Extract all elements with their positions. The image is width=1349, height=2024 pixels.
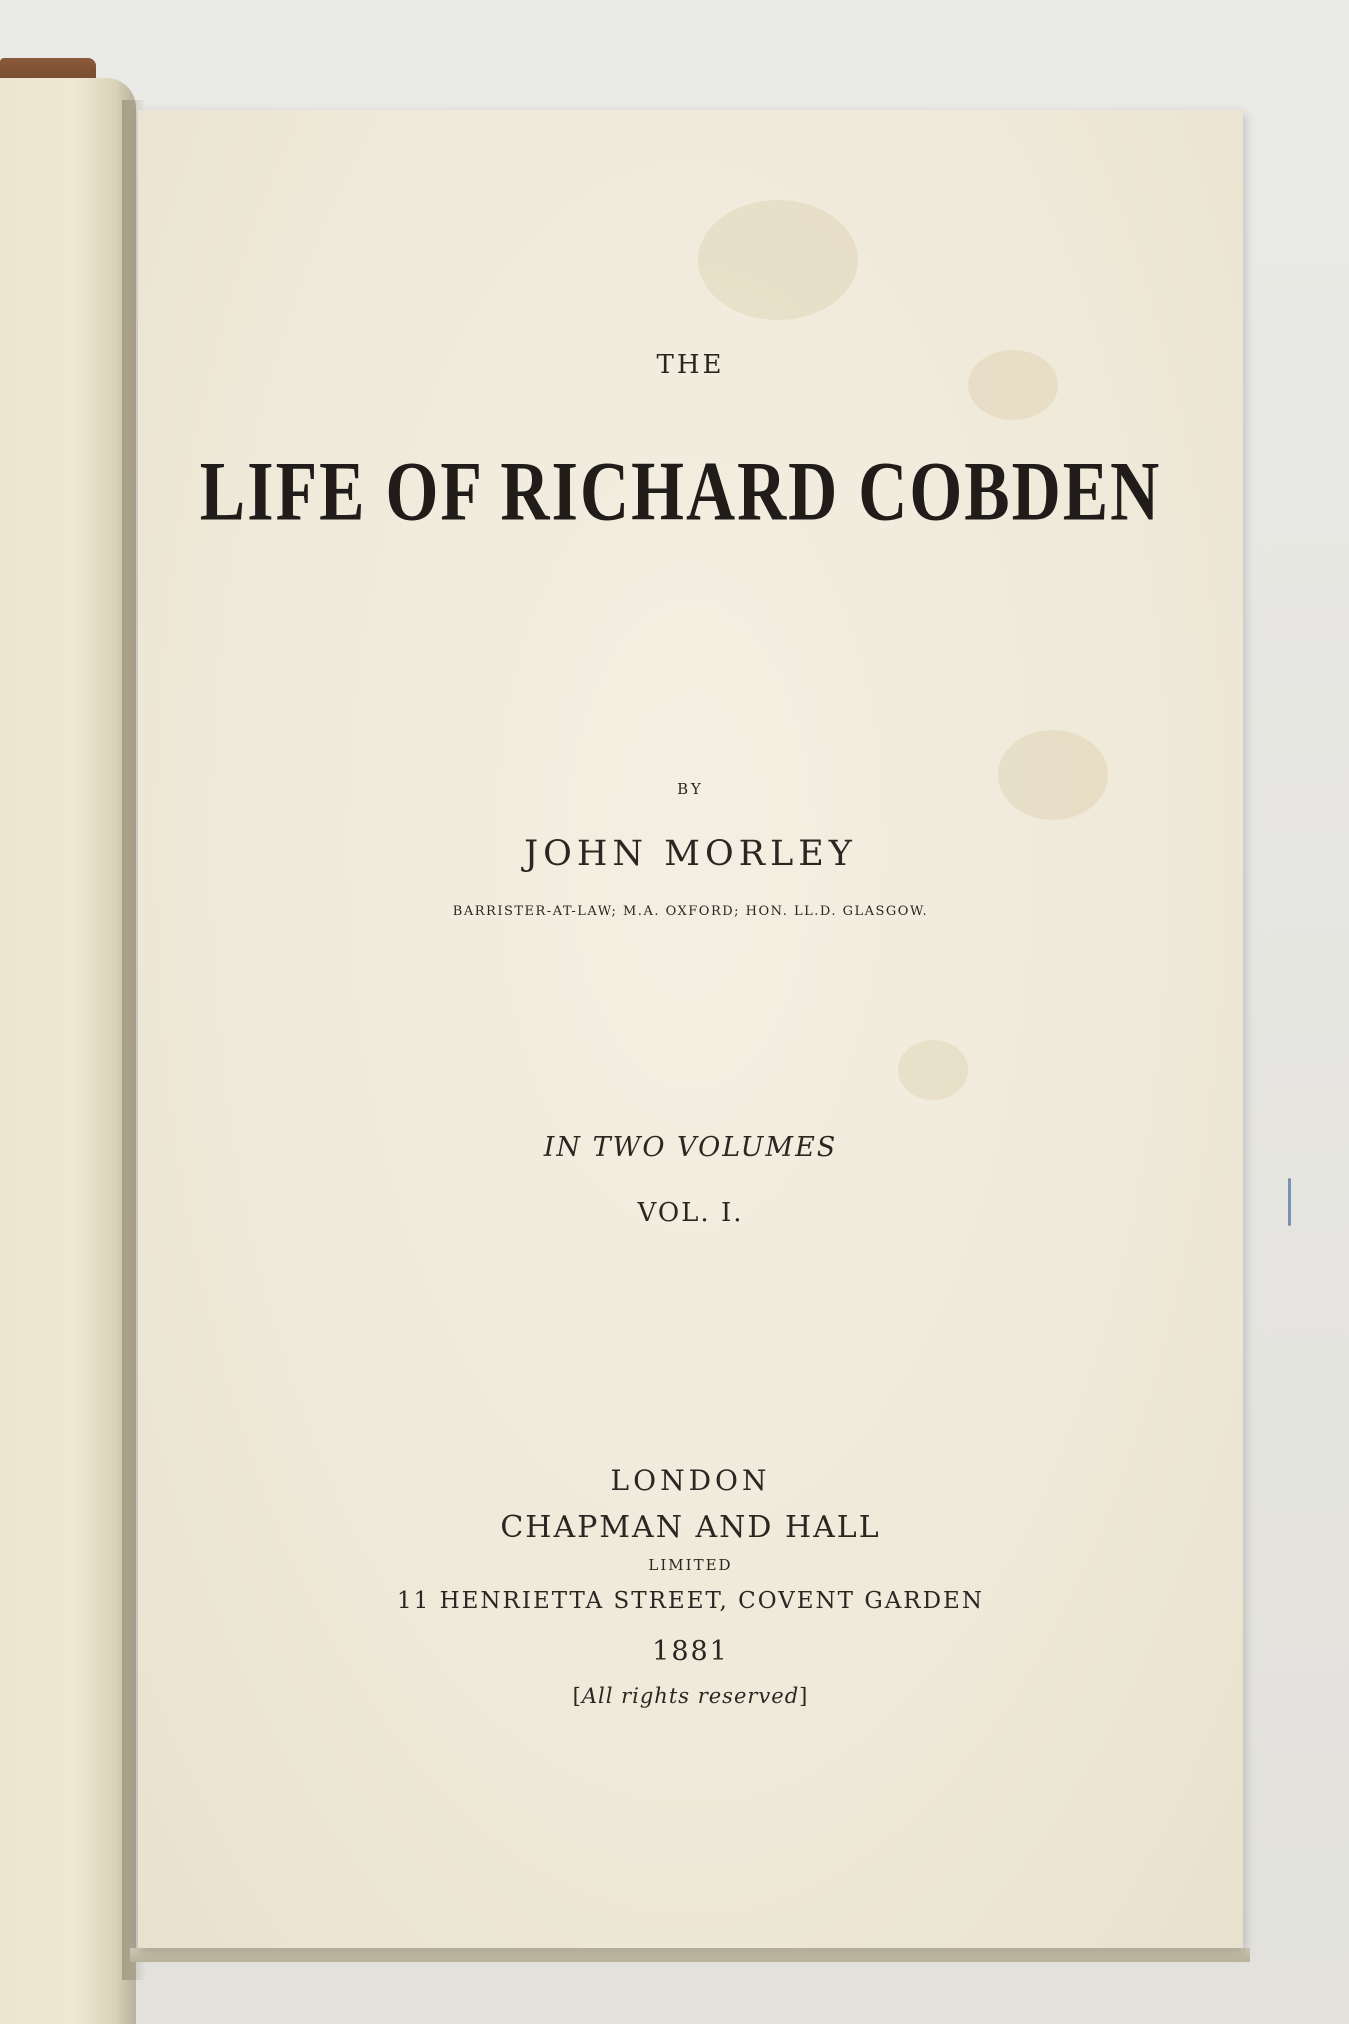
author-credentials: BARRISTER-AT-LAW; M.A. OXFORD; HON. LL.D. GLASGOW. — [452, 904, 929, 919]
page-block-bottom-edge — [130, 1948, 1250, 1962]
publisher-city: LONDON — [610, 1464, 771, 1497]
publisher-address: 11 HENRIETTA STREET, COVENT GARDEN — [397, 1588, 984, 1614]
publication-year: 1881 — [652, 1636, 729, 1667]
volume-count: IN TWO VOLUMES — [543, 1132, 838, 1163]
blue-ink-mark — [1288, 1178, 1291, 1226]
rights-text: All rights reserved — [581, 1684, 800, 1708]
title-page — [138, 110, 1243, 1948]
title-the: THE — [656, 350, 725, 380]
publisher-name: CHAPMAN AND HALL — [500, 1510, 881, 1545]
book-title: LIFE OF RICHARD COBDEN — [199, 443, 1162, 539]
foxing-stain — [998, 730, 1108, 820]
left-page — [0, 78, 136, 2024]
author-name: JOHN MORLEY — [524, 834, 857, 874]
rights-notice — [138, 1684, 1243, 1708]
foxing-stain — [898, 1040, 968, 1100]
publisher-limited: LIMITED — [648, 1556, 733, 1574]
by-line: BY — [677, 780, 704, 798]
foxing-stain — [698, 200, 858, 320]
volume-number: VOL. I. — [637, 1198, 744, 1228]
rights-open-bracket: [ — [572, 1684, 582, 1708]
rights-close-bracket: ] — [799, 1684, 809, 1708]
